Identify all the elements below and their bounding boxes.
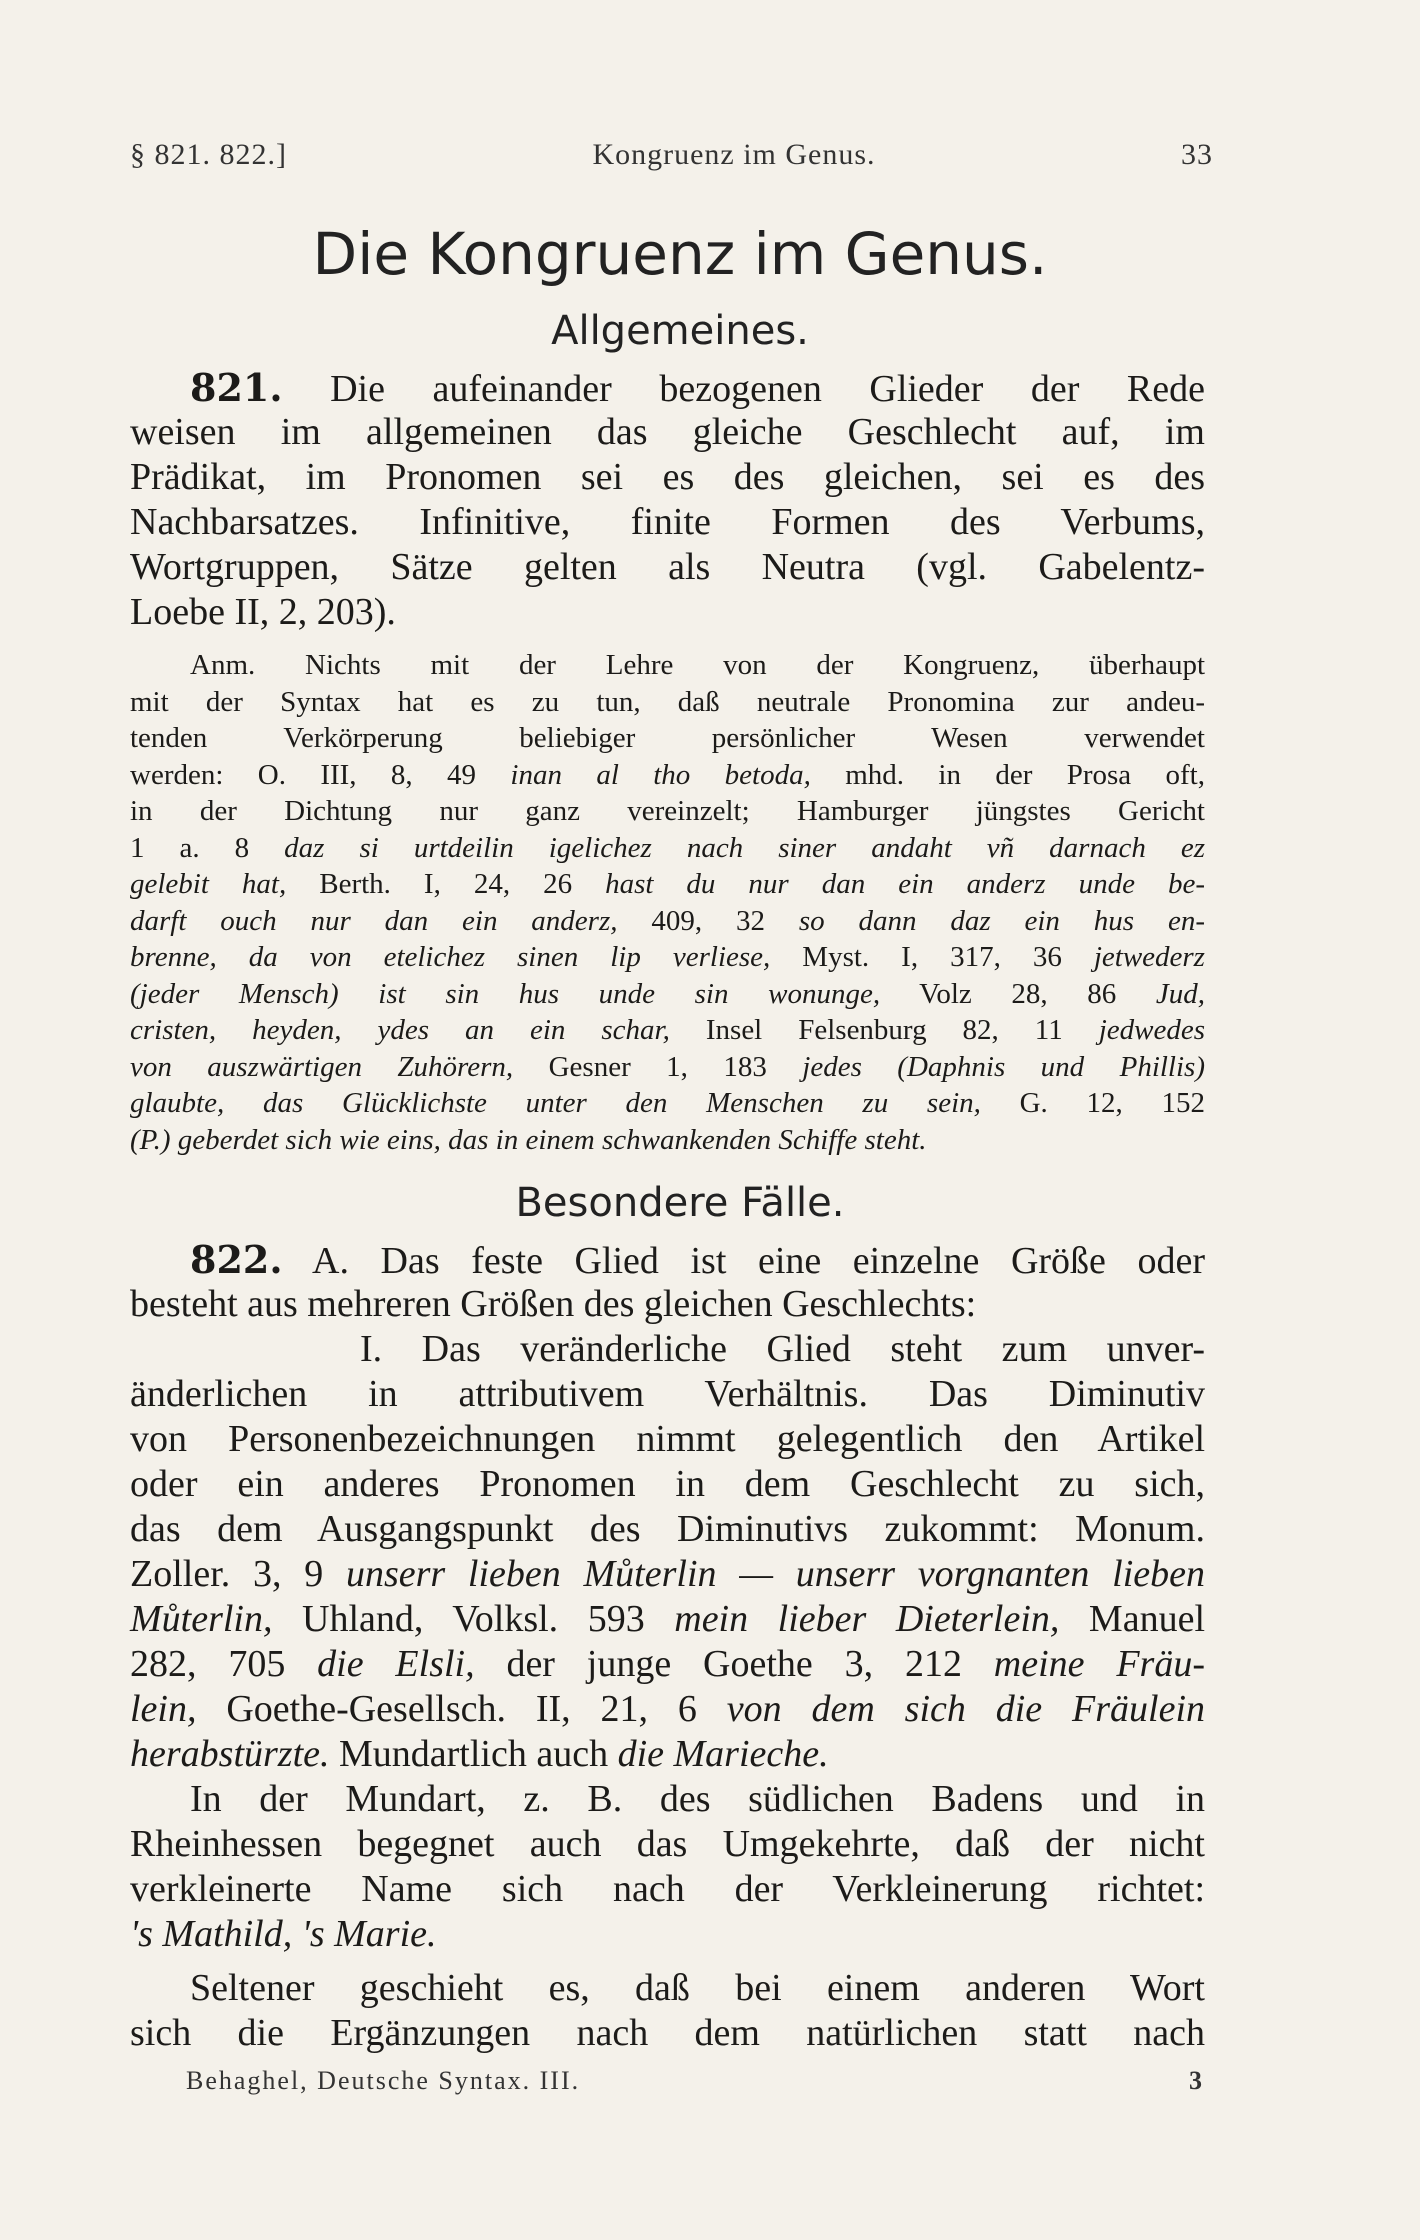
text-line: gelebit hat, Berth. I, 24, 26 hast du nur dan ein anderz unde be- bbox=[130, 868, 1205, 900]
text-line: Nachbarsatzes. Infinitive, finite Formen des Verbums, bbox=[130, 501, 1205, 543]
text-line: oder ein anderes Pronomen in dem Geschlecht zu sich, bbox=[130, 1463, 1205, 1505]
paragraph-821 bbox=[130, 365, 1205, 635]
text-line: Loebe II, 2, 203). bbox=[130, 591, 396, 633]
text-line: lein, Goethe-Gesellsch. II, 21, 6 von dem sich die Fräulein bbox=[130, 1688, 1206, 1730]
text-line: mit der Syntax hat es zu tun, daß neutrale Pronomina zur andeu- bbox=[130, 685, 1205, 718]
paragraph-seltener bbox=[130, 1966, 1205, 2056]
text-line: Anm. Nichts mit der Lehre von der Kongruenz, überhaupt bbox=[190, 649, 1205, 681]
text-line: glaubte, das Glücklichste unter den Menschen zu sein, G. 12, 152 bbox=[130, 1087, 1205, 1119]
text-line: besteht aus mehreren Größen des gleichen Geschlechts: bbox=[130, 1283, 977, 1325]
text-line: herabstürzte. Mundartlich auch die Marieche. bbox=[130, 1733, 829, 1775]
annotation-anm bbox=[130, 647, 1205, 1158]
chapter-title: Die Kongruenz im Genus. bbox=[312, 220, 1048, 288]
paragraph-mundart bbox=[130, 1777, 1205, 1957]
text-line: das dem Ausgangspunkt des Diminutivs zukommt: Monum. bbox=[130, 1508, 1205, 1550]
text-line: verkleinerte Name sich nach der Verkleinerung richtet: bbox=[130, 1868, 1205, 1910]
text-line: in der Dichtung nur ganz vereinzelt; Hamburger jüngstes Gericht bbox=[130, 795, 1205, 827]
text-line: 822. A. Das feste Glied ist eine einzelne Größe oder bbox=[190, 1237, 1205, 1282]
text-line: von auszwärtigen Zuhörern, Gesner 1, 183 jedes (Daphnis und Phillis) bbox=[130, 1050, 1205, 1083]
text-line: Rheinhessen begegnet auch das Umgekehrte, daß der nicht bbox=[130, 1823, 1205, 1865]
text-line: 821. Die aufeinander bezogenen Glieder der Rede bbox=[190, 365, 1205, 410]
text-line: darft ouch nur dan ein anderz, 409, 32 so dann daz ein hus en- bbox=[130, 904, 1205, 937]
footer-book-title: Behaghel, Deutsche Syntax. III. bbox=[186, 2066, 581, 2095]
section-heading-allgemeines: Allgemeines. bbox=[551, 308, 809, 354]
text-line: von Personenbezeichnungen nimmt gelegentlich den Artikel bbox=[130, 1418, 1205, 1460]
paragraph-822 bbox=[130, 1237, 1205, 1777]
text-line: (jeder Mensch) ist sin hus unde sin wonunge, Volz 28, 86 Jud, bbox=[130, 977, 1206, 1010]
text-line: 1 a. 8 daz si urtdeilin igelichez nach siner andaht vñ darnach ez bbox=[130, 831, 1206, 864]
text-line: Můterlin, Uhland, Volksl. 593 mein lieber Dieterlein, Manuel bbox=[130, 1598, 1206, 1640]
text-line: tenden Verkörperung beliebiger persönlicher Wesen verwendet bbox=[130, 722, 1205, 754]
text-line: Prädikat, im Pronomen sei es des gleichen, sei es des bbox=[130, 456, 1205, 498]
text-line: brenne, da von etelichez sinen lip verliese, Myst. I, 317, 36 jetwederz bbox=[130, 941, 1205, 973]
text-line: In der Mundart, z. B. des südlichen Badens und in bbox=[190, 1778, 1205, 1820]
text-line: 's Mathild, 's Marie. bbox=[130, 1913, 437, 1955]
section-number: 822. bbox=[190, 1237, 283, 1282]
text-line: änderlichen in attributivem Verhältnis. Das Diminutiv bbox=[130, 1373, 1205, 1415]
section-number: 821. bbox=[190, 365, 283, 410]
text-line: Seltener geschieht es, daß bei einem anderen Wort bbox=[190, 1967, 1205, 2009]
page-number: 33 bbox=[1181, 138, 1213, 171]
text-line: I. Das veränderliche Glied steht zum unver- bbox=[360, 1328, 1205, 1370]
signature-number: 3 bbox=[1189, 2066, 1204, 2095]
text-line: (P.) geberdet sich wie eins, das in einem schwankenden Schiffe steht. bbox=[130, 1123, 927, 1156]
running-head-sections: § 821. 822.] bbox=[130, 138, 287, 171]
text-line: Wortgruppen, Sätze gelten als Neutra (vgl. Gabelentz- bbox=[130, 546, 1205, 588]
text-line: werden: O. III, 8, 49 inan al tho betoda, mhd. in der Prosa oft, bbox=[130, 758, 1205, 791]
text-line: 282, 705 die Elsli, der junge Goethe 3, 212 meine Fräu- bbox=[130, 1643, 1205, 1685]
text-line: cristen, heyden, ydes an ein schar, Insel Felsenburg 82, 11 jedwedes bbox=[130, 1014, 1205, 1046]
running-head bbox=[130, 138, 1213, 172]
text-line: weisen im allgemeinen das gleiche Geschlecht auf, im bbox=[130, 411, 1205, 453]
section-heading-besondere: Besondere Fälle. bbox=[515, 1180, 845, 1226]
running-head-title: Kongruenz im Genus. bbox=[592, 138, 876, 171]
text-line: sich die Ergänzungen nach dem natürlichen statt nach bbox=[130, 2012, 1205, 2054]
page-footer bbox=[186, 2066, 1204, 2096]
text-line: Zoller. 3, 9 unserr lieben Můterlin — unserr vorgnanten lieben bbox=[130, 1553, 1205, 1595]
